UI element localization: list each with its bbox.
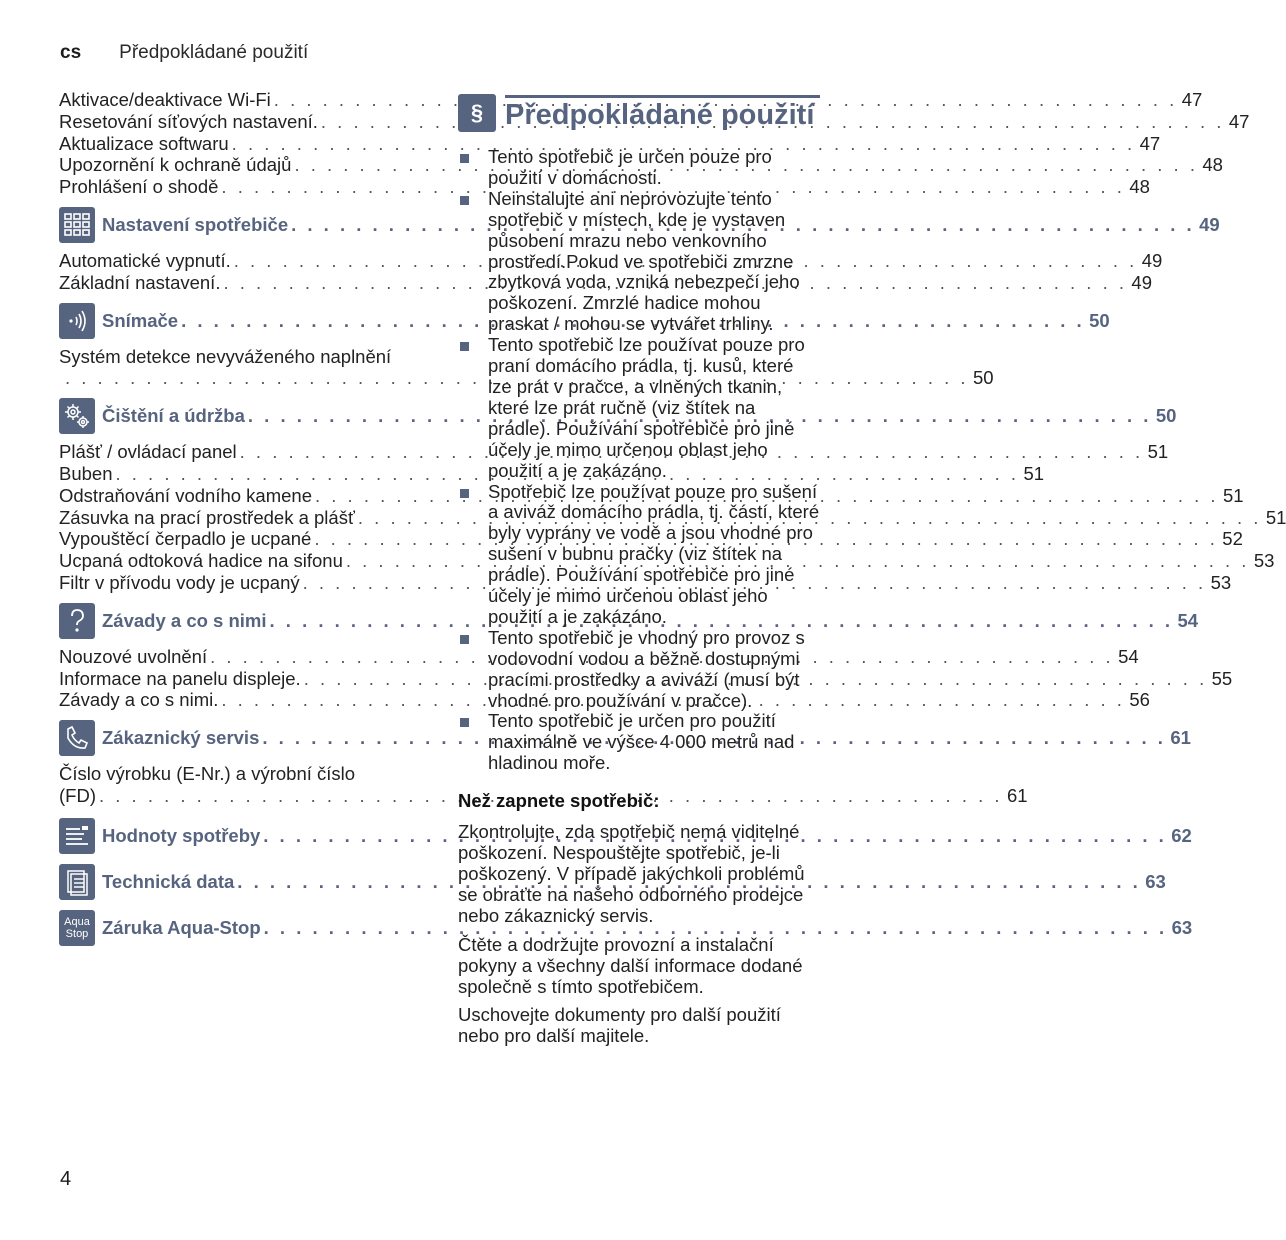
toc-entry[interactable]: Zásuvka na prací prostředek a plášť . . . 51 (59, 507, 421, 529)
toc-entry[interactable]: Nouzové uvolnění . . . 54 (59, 646, 421, 668)
toc-section-cleaning[interactable]: Čištění a údržba . . . 50 (59, 397, 421, 435)
language-code: cs (60, 42, 82, 63)
toc-section-title: Čištění a údržba (102, 405, 245, 427)
document-icon (59, 864, 95, 900)
toc-entry[interactable]: Číslo výrobku (E-Nr.) a výrobní číslo (59, 763, 356, 785)
subheading: Než zapnete spotřebič: (458, 790, 660, 812)
toc-section-title: Závady a co s nimi (102, 609, 267, 631)
phone-icon (59, 720, 95, 756)
sensor-icon (59, 303, 95, 339)
toc-section-aqua-stop[interactable]: Aqua Stop Záruka Aqua-Stop . . . 63 (59, 909, 421, 947)
toc-section-customer-service[interactable]: Zákaznický servis . . . 61 (59, 719, 421, 757)
list-item: Tento spotřebič je určen pro použití maximálně ve výšce 4 000 metrů nad hladinou moře. (458, 711, 820, 774)
paragraph: Čtěte a dodržujte provozní a instalační pokyny a všechny další informace dodané společně s tímto spotřebičem. (458, 933, 803, 997)
toc-section-title: Záruka Aqua-Stop (102, 916, 261, 938)
toc-entry[interactable]: Systém detekce nevyváženého naplnění (59, 345, 392, 367)
list-item: Tento spotřebič lze používat pouze pro praní domácího prádla, tj. kusů, které lze prát v pračce, a vlněných tkanin, které lze prát ručně (viz štítek na prádle). Používání spotřebiče pro jiné účely je mimo určenou oblast jeho použití a je zakázáno. (458, 335, 820, 481)
toc-entry[interactable]: Aktivace/deaktivace Wi-Fi . . . 47 (59, 89, 421, 111)
toc-entry[interactable]: Závady a co s nimi. . . . 56 (59, 689, 421, 711)
toc-section-title: Zákaznický servis (102, 727, 260, 749)
toc-entry[interactable]: Odstraňování vodního kamene . . . 51 (59, 485, 421, 507)
header-title: Předpokládané použití (119, 42, 309, 63)
toc-entry[interactable]: Aktualizace softwaru . . . 47 (59, 133, 421, 155)
toc-entry[interactable]: Filtr v přívodu vody je ucpaný . . . 53 (59, 572, 421, 594)
intended-use-list (458, 147, 820, 774)
list-item: Spotřebič lze používat pouze pro sušení a aviváž domácího prádla, tj. částí, které byly vyprány ve vodě a jsou vhodné pro sušení v bubnu pračky (viz štítek na prádle). Používání spotřebiče pro jiné účely je mimo určenou oblast jeho použití a je zakázáno. (458, 482, 820, 628)
toc-section-sensors[interactable]: Snímače . . . 50 (59, 302, 421, 340)
toc-section-settings[interactable]: Nastavení spotřebiče . . . 49 (59, 206, 421, 244)
toc-entry[interactable]: Buben . . . 51 (59, 463, 421, 485)
paragraph: Uschovejte dokumenty pro další použití nebo pro další majitele. (458, 1004, 781, 1047)
toc-entry[interactable]: Resetování síťových nastavení. . . . 47 (59, 111, 421, 133)
toc-entry[interactable]: Vypouštěcí čerpadlo je ucpané . . . 52 (59, 528, 421, 550)
question-icon (59, 603, 95, 639)
paragraph: Zkontrolujte, zda spotřebič nemá viditelné poškození. Nespouštějte spotřebič, je-li poškozený. V případě jakýchkoli problémů se obraťte na našeho odborného prodejce nebo zákaznický servis. (458, 821, 805, 926)
list-item: Tento spotřebič je vhodný pro provoz s vodovodní vodou a běžně dostupnými pracími prostředky a aviváží (musí být vhodné pro používání v pračce). (458, 628, 820, 712)
toc-section-technical-data[interactable]: Technická data . . . 63 (59, 863, 421, 901)
toc-section-faults[interactable]: Závady a co s nimi . . . 54 (59, 602, 421, 640)
intended-use-section (458, 93, 820, 1055)
toc-entry[interactable]: Základní nastavení. . . . 49 (59, 272, 421, 294)
toc-section-title: Nastavení spotřebiče (102, 214, 289, 236)
toc-section-title: Technická data (102, 870, 235, 892)
list-item: Neinstalujte ani neprovozujte tento spotřebič v místech, kde je vystaven působení mrazu nebo venkovního prostředí.Pokud ve spotřebiči zmrzne zbytková voda, vzniká nebezpečí jeho poškození. Zmrzlé hadice mohou praskat / mohou se vytvářet trhliny. (458, 189, 820, 335)
settings-grid-icon (59, 207, 95, 243)
toc-entry[interactable]: Prohlášení o shodě . . . 48 (59, 176, 421, 198)
paragraph-hand-icon: § (458, 94, 496, 132)
page-title: Předpokládané použití (505, 95, 820, 132)
page-number: 4 (60, 1168, 72, 1190)
consumption-icon (59, 818, 95, 854)
toc-section-consumption[interactable]: Hodnoty spotřeby . . . 62 (59, 817, 421, 855)
toc-entry[interactable]: Automatické vypnutí. . . . 49 (59, 250, 421, 272)
toc-entry-continuation: . . . 50 (59, 367, 421, 389)
list-item: Tento spotřebič je určen pouze pro použití v domácnosti. (458, 147, 820, 189)
running-header (60, 42, 308, 64)
gears-icon (59, 398, 95, 434)
toc-entry-continuation: (FD) . . . 61 (59, 785, 421, 807)
toc-entry[interactable]: Ucpaná odtoková hadice na sifonu . . . 53 (59, 550, 421, 572)
section-heading (458, 93, 820, 133)
toc-entry[interactable]: Plášť / ovládací panel . . . 51 (59, 441, 421, 463)
toc-section-title: Snímače (102, 309, 179, 331)
toc-entry[interactable]: Upozornění k ochraně údajů . . . 48 (59, 154, 421, 176)
toc-entry[interactable]: Informace na panelu displeje. . . . 55 (59, 668, 421, 690)
aqua-stop-icon: Aqua Stop (59, 910, 95, 946)
toc-section-title: Hodnoty spotřeby (102, 824, 261, 846)
